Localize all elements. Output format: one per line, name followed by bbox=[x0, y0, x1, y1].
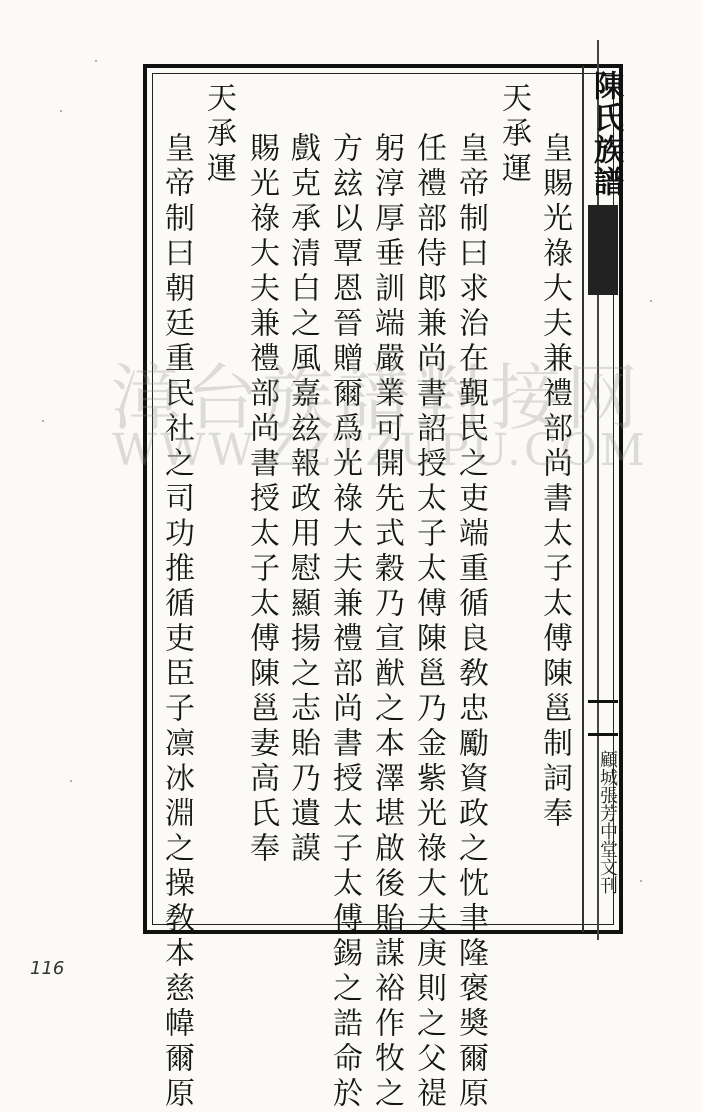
scan-speck bbox=[640, 880, 642, 882]
text-column-1: 皇賜光祿大夫兼禮部尚書太子太傅陳邕制詞奉 bbox=[537, 132, 572, 832]
watermark-url: WWW.ZZTZUPU.COM bbox=[112, 425, 648, 476]
fish-tail-mark bbox=[588, 700, 618, 736]
text-column-5: 躬淳厚垂訓端嚴業可開先式穀乃宣猷之本澤堪啟後貽謀裕作牧之 bbox=[369, 132, 404, 1112]
book-title: 陳氏族譜 bbox=[588, 70, 623, 198]
text-column-2: 天承運 bbox=[496, 82, 531, 187]
text-column-10: 皇帝制曰朝廷重民社之司功推循吏臣子凛冰淵之操敎本慈幃爾原 bbox=[159, 132, 194, 1112]
text-column-6: 方玆以覃恩晉贈爾爲光祿大夫兼禮部尚書授太子太傅錫之誥命於 bbox=[327, 132, 362, 1112]
scan-speck bbox=[95, 60, 97, 62]
text-column-7: 戲克承清白之風嘉玆報政用慰顯揚之志貽乃遺謨 bbox=[285, 132, 320, 867]
watermark-chinese: 漳台族譜對接网 bbox=[110, 356, 643, 440]
scan-speck bbox=[42, 420, 44, 422]
gutter-divider bbox=[582, 66, 584, 932]
text-column-9: 天承運 bbox=[201, 82, 236, 187]
text-column-3: 皇帝制曰求治在覲民之吏端重循良敎忠勵資政之忱聿隆褒奬爾原 bbox=[453, 132, 488, 1112]
page-number: 116 bbox=[30, 958, 65, 979]
text-column-8: 賜光祿大夫兼禮部尚書授太子太傅陳邕妻高氏奉 bbox=[244, 132, 279, 867]
scan-speck bbox=[650, 300, 652, 302]
text-column-4: 任禮部侍郎兼尚書詔授太子太傅陳邕乃金紫光祿大夫庚則之父禔 bbox=[411, 132, 446, 1112]
gutter-black-block bbox=[588, 205, 618, 295]
publisher-note: 顧城張芳中堂文刊 bbox=[597, 750, 618, 894]
scan-speck bbox=[70, 780, 72, 782]
scan-speck bbox=[60, 110, 62, 112]
